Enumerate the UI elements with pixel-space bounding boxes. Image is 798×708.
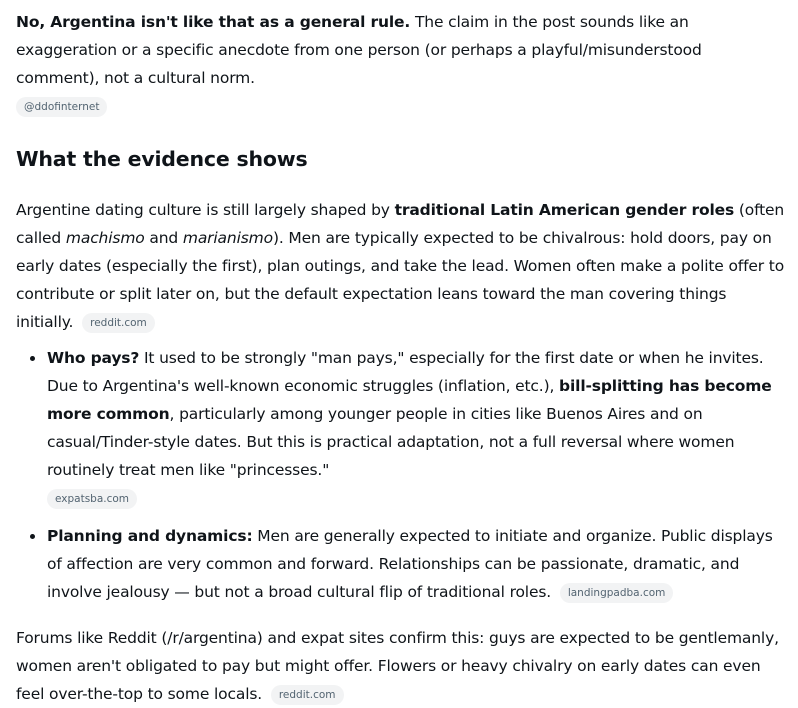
list-item-text: It used to be strongly "man pays," especially for the first date or when he invites. Due to Argentina's well-known economic struggles (inflation, etc.), bbox=[47, 349, 764, 395]
body-text: ). Men are typically expected to be chivalrous: hold doors, pay on early dates (especially the first), plan outings, and take the lead. Women often make a polite offer to contribute or split later on, but the default expectation leans toward the man covering things initially. bbox=[16, 229, 785, 331]
bullet-dot bbox=[30, 356, 35, 361]
list-item-bold: Who pays? bbox=[47, 349, 140, 367]
intro-bold: No, Argentina isn't like that as a general rule. bbox=[16, 13, 411, 31]
body-paragraph bbox=[16, 196, 786, 336]
list-item bbox=[16, 344, 786, 512]
list-item-bold: Planning and dynamics: bbox=[47, 527, 253, 545]
source-chip[interactable]: landingpadba.com bbox=[560, 583, 674, 603]
body-text: and bbox=[144, 229, 183, 247]
source-chip[interactable]: reddit.com bbox=[271, 685, 344, 705]
bullet-dot bbox=[30, 534, 35, 539]
intro-text: The claim in the post sounds like an exaggeration or a specific anecdote from one person (or perhaps a playful/misunderstood comment), not a cultural norm. bbox=[16, 13, 702, 87]
body-italic: machismo bbox=[65, 229, 145, 247]
closing-paragraph bbox=[16, 624, 786, 708]
list-item bbox=[16, 522, 786, 606]
source-chip[interactable]: @ddofinternet bbox=[16, 97, 107, 117]
section-heading: What the evidence shows bbox=[16, 147, 308, 171]
source-chip[interactable]: expatsba.com bbox=[47, 489, 137, 509]
source-chip[interactable]: reddit.com bbox=[82, 313, 155, 333]
intro-paragraph bbox=[16, 8, 786, 120]
bullet-list bbox=[16, 344, 786, 606]
body-text: (often called bbox=[16, 201, 785, 247]
body-bold: traditional Latin American gender roles bbox=[394, 201, 735, 219]
list-item-text: Men are generally expected to initiate and organize. Public displays of affection are very common and forward. Relationships can be passionate, dramatic, and involve jealousy — but not a broad cultural flip of traditional roles. bbox=[47, 527, 773, 601]
body-italic: marianismo bbox=[182, 229, 273, 247]
list-item-bold: bill-splitting has become more common bbox=[47, 377, 772, 423]
closing-text: Forums like Reddit (/r/argentina) and expat sites confirm this: guys are expected to be gentlemanly, women aren't obligated to pay but might offer. Flowers or heavy chivalry on early dates can even feel over-the-top to some locals. bbox=[16, 629, 779, 703]
list-item-text: , particularly among younger people in cities like Buenos Aires and on casual/Tinder-style dates. But this is practical adaptation, not a full reversal where women routinely treat men like "princesses." bbox=[47, 405, 735, 479]
body-text: Argentine dating culture is still largely shaped by bbox=[16, 201, 395, 219]
